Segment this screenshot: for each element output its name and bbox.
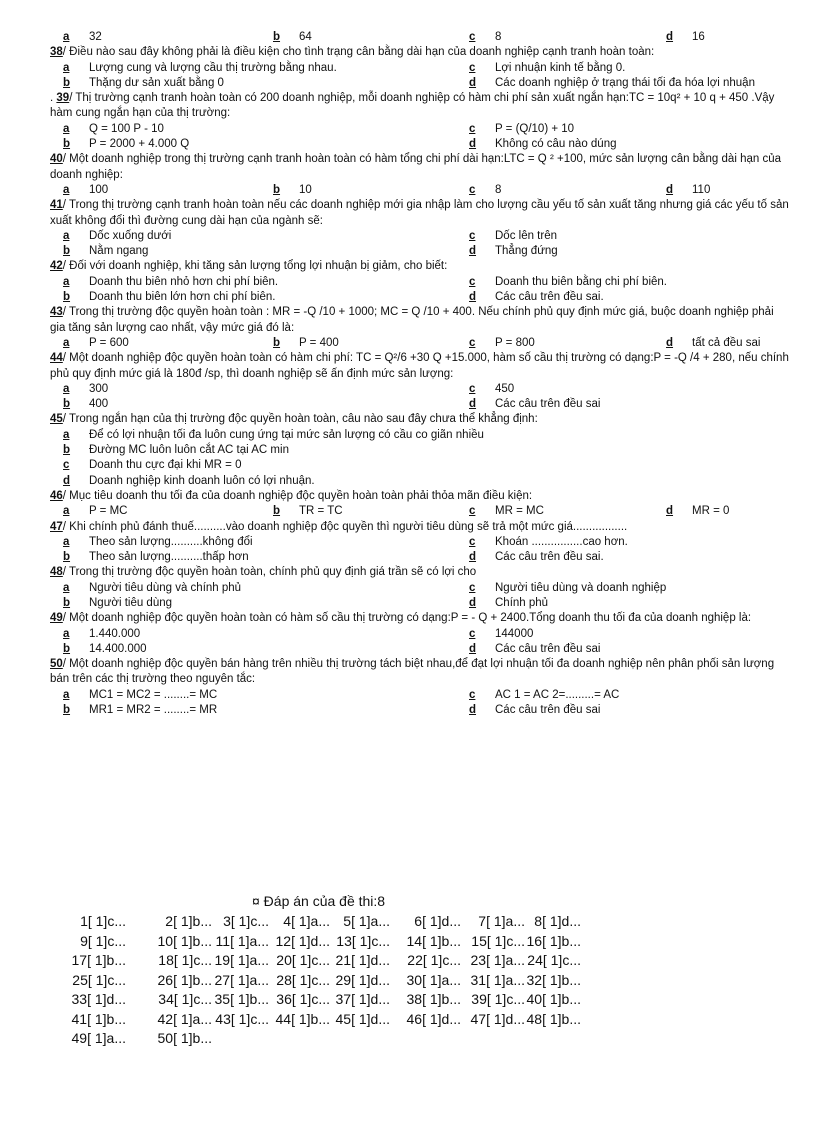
option-a [50, 535, 253, 550]
option-b [50, 443, 289, 458]
option-letter: b [273, 336, 281, 349]
answer-cell: 49[ 1]a... [71, 1030, 126, 1046]
question-stem [50, 489, 790, 504]
question-number: 50 [50, 658, 63, 671]
answer-cell: 10[ 1]b... [157, 932, 212, 949]
option-a [50, 504, 127, 519]
option-c [456, 61, 625, 76]
options-row [50, 458, 790, 473]
option-letter: b [63, 642, 71, 655]
answer-cell: 29[ 1]d... [335, 971, 390, 988]
answer-cell: 7[ 1]a... [478, 913, 525, 929]
answer-key-grid [60, 912, 581, 1049]
option-letter: b [63, 291, 71, 304]
answer-cell: 45[ 1]d... [335, 1010, 390, 1027]
option-a: a 32 [63, 31, 102, 43]
options-row [50, 581, 790, 596]
option-text: Doanh thu biên bằng chi phí biên. [495, 275, 667, 288]
option-text: MR = 0 [692, 505, 730, 518]
question-text: / Trong thị trường độc quyền hoàn toàn : MR = -Q /10 + 1000; MC = Q /10 + 400. Nếu chính phủ quy định mức giá, buộc doanh nghiệp phải gia tăng sản lượng cao nhất, vậy mức giá đó là: [50, 306, 774, 334]
option-letter: c [469, 183, 476, 196]
answer-cell: 43[ 1]c... [215, 1010, 269, 1027]
option-a [50, 336, 129, 351]
option-text: TR = TC [299, 505, 343, 518]
top-options-row [50, 30, 790, 45]
option-text: P = MC [89, 505, 128, 518]
question-stem [50, 657, 790, 688]
question-number: 48 [50, 566, 63, 579]
option-letter: a [63, 535, 70, 548]
option-text: Người tiêu dùng và chính phủ [89, 581, 242, 594]
option-letter: d [666, 505, 674, 518]
option-text: 8 [495, 183, 502, 196]
option-text: Các doanh nghiệp ở trạng thái tối đa hóa lợi nhuận [495, 76, 755, 89]
question-text: / Điều nào sau đây không phải là điều kiện cho tình trạng cân bằng dài hạn của doanh nghiệp cạnh tranh hoàn toàn: [62, 46, 655, 59]
option-b: b 64 [273, 31, 312, 43]
answer-cell: 9[ 1]c... [80, 932, 126, 949]
answer-row [60, 912, 581, 932]
answer-row [60, 1010, 581, 1030]
option-b [50, 596, 172, 611]
option-letter: a [63, 336, 70, 349]
option-d [653, 183, 710, 198]
question-stem [50, 565, 790, 580]
options-row [50, 443, 790, 458]
question-number: 38 [50, 46, 63, 59]
option-a [50, 183, 108, 198]
option-letter: d [469, 138, 477, 151]
option-text: Theo sản lượng..........thấp hơn [89, 551, 249, 564]
option-d [653, 504, 729, 519]
question-text: / Một doanh nghiệp độc quyền hoàn toàn có hàm chi phí: TC = Q²/6 +30 Q +15.000, hàm số cầu thị trường có dạng:P = -Q /4 + 280, nếu chính phủ quy định mức giá là 180đ /sp, thì doanh nghiệp sẽ ấn định mức sản lượng: [50, 352, 789, 380]
option-c [456, 183, 501, 198]
question-number: 47 [50, 520, 63, 533]
option-text: Chính phủ [495, 596, 549, 609]
option-d [456, 596, 548, 611]
answer-cell: 32[ 1]b... [526, 971, 581, 988]
answer-cell: 2[ 1]b... [165, 913, 212, 929]
option-d [456, 244, 558, 259]
answer-cell: 31[ 1]a... [470, 971, 525, 988]
answer-cell: 48[ 1]b... [526, 1010, 581, 1027]
option-c [456, 688, 619, 703]
option-text: tất cả đều sai [692, 336, 761, 349]
option-d [653, 336, 760, 351]
option-letter: a [63, 183, 70, 196]
question-number: 43 [50, 306, 63, 319]
question-text: / Thị trường cạnh tranh hoàn toàn có 200 doanh nghiệp, mỗi doanh nghiệp có hàm chi phí sản xuất ngắn hạn:TC = 10q² + 10 q + 450 .Vậy hàm cung ngắn hạn của thị trường: [50, 92, 775, 120]
option-b [50, 137, 189, 152]
option-text: 144000 [495, 627, 534, 640]
option-b [50, 244, 148, 259]
option-text: Các câu trên đều sai. [495, 291, 604, 304]
option-text: Nằm ngang [89, 245, 149, 258]
option-text: 300 [89, 382, 109, 395]
option-text: 110 [692, 183, 711, 196]
option-text: Doanh nghiệp kinh doanh luôn có lợi nhuận. [89, 474, 315, 487]
option-text: Q = 100 P - 10 [89, 122, 164, 135]
option-d [50, 474, 315, 489]
option-letter: d [469, 704, 477, 717]
option-d [456, 137, 617, 152]
answer-cell: 27[ 1]a... [214, 971, 269, 988]
options-row [50, 642, 790, 657]
option-letter: c [63, 459, 70, 472]
question-text: / Mục tiêu doanh thu tối đa của doanh nghiệp độc quyền hoàn toàn phải thỏa mãn điều kiện: [62, 489, 533, 502]
question-number: 40 [50, 153, 63, 166]
option-text: Doanh thu cực đại khi MR = 0 [89, 459, 242, 472]
option-d [456, 642, 600, 657]
option-b [50, 642, 147, 657]
options-row [50, 596, 790, 611]
question-stem [50, 198, 790, 229]
option-b [50, 703, 217, 718]
option-text: 10 [299, 183, 312, 196]
answer-cell: 30[ 1]a... [406, 971, 461, 988]
question-number: 49 [50, 612, 63, 625]
answer-row [60, 1029, 581, 1049]
option-letter: c [469, 688, 476, 701]
option-letter: c [469, 122, 476, 135]
answer-cell: 11[ 1]a... [215, 932, 269, 949]
answer-cell: 12[ 1]d... [275, 932, 330, 949]
question-stem [50, 259, 790, 274]
options-row [50, 76, 790, 91]
option-letter: d [469, 642, 477, 655]
question-stem [50, 152, 790, 183]
answer-cell: 22[ 1]c... [407, 952, 461, 968]
answer-cell: 6[ 1]d... [414, 913, 461, 929]
question-stem [50, 351, 790, 382]
answer-cell: 13[ 1]c... [336, 932, 390, 949]
option-text: Người tiêu dùng [89, 596, 173, 609]
question-text: / Trong thị trường độc quyền hoàn toàn, chính phủ quy định giá trần sẽ có lợi cho [62, 566, 477, 579]
question-text: / Đối với doanh nghiệp, khi tăng sản lượng tổng lợi nhuận bị giảm, cho biết: [62, 260, 448, 273]
answer-cell: 14[ 1]b... [406, 932, 461, 949]
option-text: Để có lợi nhuận tối đa luôn cung ứng tại mức sản lượng có cầu co giãn nhiều [89, 428, 484, 441]
option-text: Dốc xuống dưới [89, 229, 172, 242]
option-text: 1.440.000 [89, 627, 141, 640]
option-c [456, 336, 535, 351]
option-text: Đường MC luôn luôn cắt AC tại AC min [89, 444, 289, 457]
options-row [50, 428, 790, 443]
option-text: Thẳng đứng [495, 245, 558, 258]
option-text: Khoán ................cao hơn. [495, 535, 628, 548]
option-letter: b [63, 444, 71, 457]
option-text: Không có câu nào dúng [495, 138, 617, 151]
option-letter: a [63, 229, 70, 242]
answer-cell: 5[ 1]a... [343, 913, 390, 929]
option-letter: c [469, 336, 476, 349]
option-text: P = (Q/10) + 10 [495, 122, 575, 135]
option-letter: c [469, 535, 476, 548]
option-letter: b [273, 505, 281, 518]
answer-key-title: ¤ Đáp án của đề thi:8 [252, 893, 386, 909]
option-a [50, 688, 217, 703]
option-letter: a [63, 428, 70, 441]
options-row [50, 183, 790, 198]
option-b [260, 336, 339, 351]
option-text: Các câu trên đều sai. [495, 551, 604, 564]
option-text: 400 [89, 398, 109, 411]
answer-cell: 40[ 1]b... [526, 991, 581, 1007]
answer-cell: 17[ 1]b... [71, 952, 126, 968]
answer-cell: 26[ 1]b... [157, 971, 212, 988]
option-letter: d [63, 474, 71, 487]
question-stem [50, 305, 790, 336]
option-a [50, 229, 171, 244]
option-text: 450 [495, 382, 515, 395]
option-letter: b [63, 398, 71, 411]
question-number: 46 [50, 489, 63, 502]
option-letter: d [666, 336, 674, 349]
option-d [456, 290, 604, 305]
answer-row [60, 990, 581, 1010]
option-text: Các câu trên đều sai [495, 398, 601, 411]
answer-cell: 8[ 1]d... [534, 913, 581, 929]
option-text: P = 600 [89, 336, 129, 349]
options-row [50, 275, 790, 290]
options-row [50, 137, 790, 152]
option-letter: d [469, 291, 477, 304]
answer-cell: 19[ 1]a... [214, 952, 269, 968]
option-b [260, 504, 343, 519]
answer-cell: 39[ 1]c... [471, 991, 525, 1007]
option-d [456, 76, 755, 91]
answer-cell: 41[ 1]b... [71, 1010, 126, 1027]
answer-cell: 34[ 1]c... [158, 991, 212, 1007]
option-b [260, 183, 312, 198]
option-text: Theo sản lượng..........không đổi [89, 535, 253, 548]
option-letter: a [63, 122, 70, 135]
option-letter: b [63, 596, 71, 609]
option-c [456, 581, 666, 596]
option-letter: a [63, 275, 70, 288]
question-prefix: . [50, 92, 57, 105]
answer-cell: 1[ 1]c... [80, 913, 126, 929]
option-text: Doanh thu biên nhỏ hơn chi phí biên. [89, 275, 279, 288]
option-text: P = 2000 + 4.000 Q [89, 138, 190, 151]
question-text: / Một doanh nghiệp độc quyền hoàn toàn có hàm số cầu thị trường có dạng:P = - Q + 2400.Tổng doanh thu tối đa của doanh nghiệp là: [62, 612, 752, 625]
option-a [50, 275, 278, 290]
option-text: Doanh thu biên lớn hơn chi phí biên. [89, 291, 276, 304]
question-stem [50, 611, 790, 626]
options-row [50, 688, 790, 703]
option-letter: b [63, 245, 71, 258]
answer-cell: 38[ 1]b... [406, 991, 461, 1007]
option-b [50, 76, 224, 91]
option-d [456, 397, 600, 412]
question-stem [50, 412, 790, 427]
option-c: c 8 [469, 31, 502, 43]
options-row [50, 397, 790, 412]
answer-cell: 18[ 1]c... [158, 952, 212, 968]
answer-cell: 15[ 1]c... [471, 932, 525, 949]
question-stem [50, 91, 790, 122]
option-text: AC 1 = AC 2=.........= AC [495, 688, 620, 701]
option-letter: c [469, 229, 476, 242]
answer-cell: 42[ 1]a... [157, 1010, 212, 1027]
option-text: Các câu trên đều sai [495, 642, 601, 655]
option-letter: a [63, 627, 70, 640]
option-b [50, 290, 275, 305]
option-letter: b [63, 138, 71, 151]
answer-cell: 28[ 1]c... [276, 971, 330, 988]
options-row [50, 550, 790, 565]
options-row [50, 61, 790, 76]
option-text: MR1 = MR2 = ........= MR [89, 704, 218, 717]
option-text: Người tiêu dùng và doanh nghiệp [495, 581, 667, 594]
option-letter: b [63, 704, 71, 717]
answer-cell: 3[ 1]c... [223, 913, 269, 929]
option-letter: b [273, 183, 281, 196]
question-stem [50, 520, 790, 535]
option-letter: d [469, 551, 477, 564]
question-number: 41 [50, 199, 63, 212]
option-a [50, 122, 164, 137]
option-letter: c [469, 505, 476, 518]
options-row [50, 535, 790, 550]
option-a [50, 61, 337, 76]
option-text: P = 400 [299, 336, 339, 349]
option-letter: b [63, 76, 71, 89]
option-d [456, 550, 604, 565]
options-row [50, 290, 790, 305]
question-text: / Trong thị trường cạnh tranh hoàn toàn nếu các doanh nghiệp mới gia nhập làm cho lượng cầu yếu tố sản xuất tăng nhưng giá các yếu tố sản xuất không đổi thì đường cung dài hạn của ngành sẽ: [50, 199, 789, 227]
option-a [50, 382, 108, 397]
option-text: Thặng dư sản xuất bằng 0 [89, 76, 224, 89]
question-number: 44 [50, 352, 63, 365]
option-letter: a [63, 61, 70, 74]
option-c [456, 122, 574, 137]
options-row [50, 474, 790, 489]
answer-cell: 37[ 1]d... [335, 991, 390, 1007]
option-text: 14.400.000 [89, 642, 147, 655]
option-letter: c [469, 382, 476, 395]
option-letter: a [63, 382, 70, 395]
answer-cell: 44[ 1]b... [275, 1010, 330, 1027]
option-letter: d [469, 398, 477, 411]
option-c [456, 627, 533, 642]
option-text: Lượng cung và lượng cầu thị trường bằng nhau. [89, 61, 337, 74]
option-text: P = 800 [495, 336, 535, 349]
option-letter: c [469, 61, 476, 74]
option-a [50, 627, 140, 642]
answer-cell: 35[ 1]b... [214, 991, 269, 1007]
option-a [50, 581, 241, 596]
answer-cell: 16[ 1]b... [526, 932, 581, 949]
answer-cell: 23[ 1]a... [470, 952, 525, 968]
question-text: / Khi chính phủ đánh thuế..........vào doanh nghiệp độc quyền thì người tiêu dùng sẽ trả một mức giá................. [62, 520, 628, 533]
option-text: MC1 = MC2 = ........= MC [89, 688, 218, 701]
answer-cell: 36[ 1]c... [276, 991, 330, 1007]
option-letter: c [469, 275, 476, 288]
answer-cell: 24[ 1]c... [527, 952, 581, 968]
answer-cell: 33[ 1]d... [71, 991, 126, 1007]
answer-cell: 4[ 1]a... [283, 913, 330, 929]
option-text: 100 [89, 183, 109, 196]
option-text: MR = MC [495, 505, 544, 518]
answer-cell: 50[ 1]b... [157, 1030, 212, 1046]
answer-cell: 47[ 1]d... [470, 1010, 525, 1027]
question-number: 42 [50, 260, 63, 273]
option-letter: d [666, 183, 674, 196]
option-text: Dốc lên trên [495, 229, 558, 242]
options-row [50, 244, 790, 259]
option-text: Các câu trên đều sai [495, 704, 601, 717]
question-text: / Một doanh nghiệp độc quyền bán hàng trên nhiều thị trường tách biệt nhau,để đạt lợi nhuận tối đa doanh nghiệp nên phân phối sản lượng bán trên các thị trường theo nguyên tắc: [50, 658, 775, 686]
option-letter: a [63, 505, 70, 518]
answer-row [60, 932, 581, 952]
option-letter: a [63, 688, 70, 701]
options-row [50, 336, 790, 351]
option-letter: c [469, 627, 476, 640]
options-row [50, 703, 790, 718]
question-stem [50, 45, 790, 60]
answer-cell: 20[ 1]c... [276, 952, 330, 968]
answer-cell: 46[ 1]d... [406, 1010, 461, 1027]
option-c [456, 382, 514, 397]
option-c [50, 458, 241, 473]
options-row [50, 229, 790, 244]
option-a [50, 428, 484, 443]
question-number: 39 [56, 92, 70, 105]
option-text: Lợi nhuận kinh tế bằng 0. [495, 61, 626, 74]
option-c [456, 535, 628, 550]
option-d [456, 703, 600, 718]
option-c [456, 275, 667, 290]
option-c [456, 229, 557, 244]
answer-row [60, 971, 581, 991]
option-c [456, 504, 544, 519]
options-row [50, 627, 790, 642]
option-letter: d [469, 245, 477, 258]
option-letter: c [469, 581, 476, 594]
question-text: / Một doanh nghiệp trong thị trường cạnh tranh hoàn toàn có hàm tổng chi phí dài hạn:LTC = Q ² +100, mức sản lượng cân bằng dài hạn của doanh nghiệp: [50, 153, 781, 181]
answer-cell: 21[ 1]d... [335, 952, 390, 968]
options-row [50, 382, 790, 397]
option-b [50, 550, 249, 565]
option-b [50, 397, 108, 412]
question-number: 45 [50, 413, 63, 426]
option-letter: b [63, 551, 71, 564]
option-letter: d [469, 596, 477, 609]
option-letter: d [469, 76, 477, 89]
option-letter: a [63, 581, 70, 594]
question-list [50, 30, 790, 718]
question-text: / Trong ngắn hạn của thị trường độc quyền hoàn toàn, câu nào sau đây chưa thể khẳng định: [62, 413, 538, 426]
answer-cell: 25[ 1]c... [72, 971, 126, 988]
answer-row [60, 951, 581, 971]
option-d: d 16 [666, 31, 705, 43]
options-row [50, 122, 790, 137]
options-row [50, 504, 790, 519]
